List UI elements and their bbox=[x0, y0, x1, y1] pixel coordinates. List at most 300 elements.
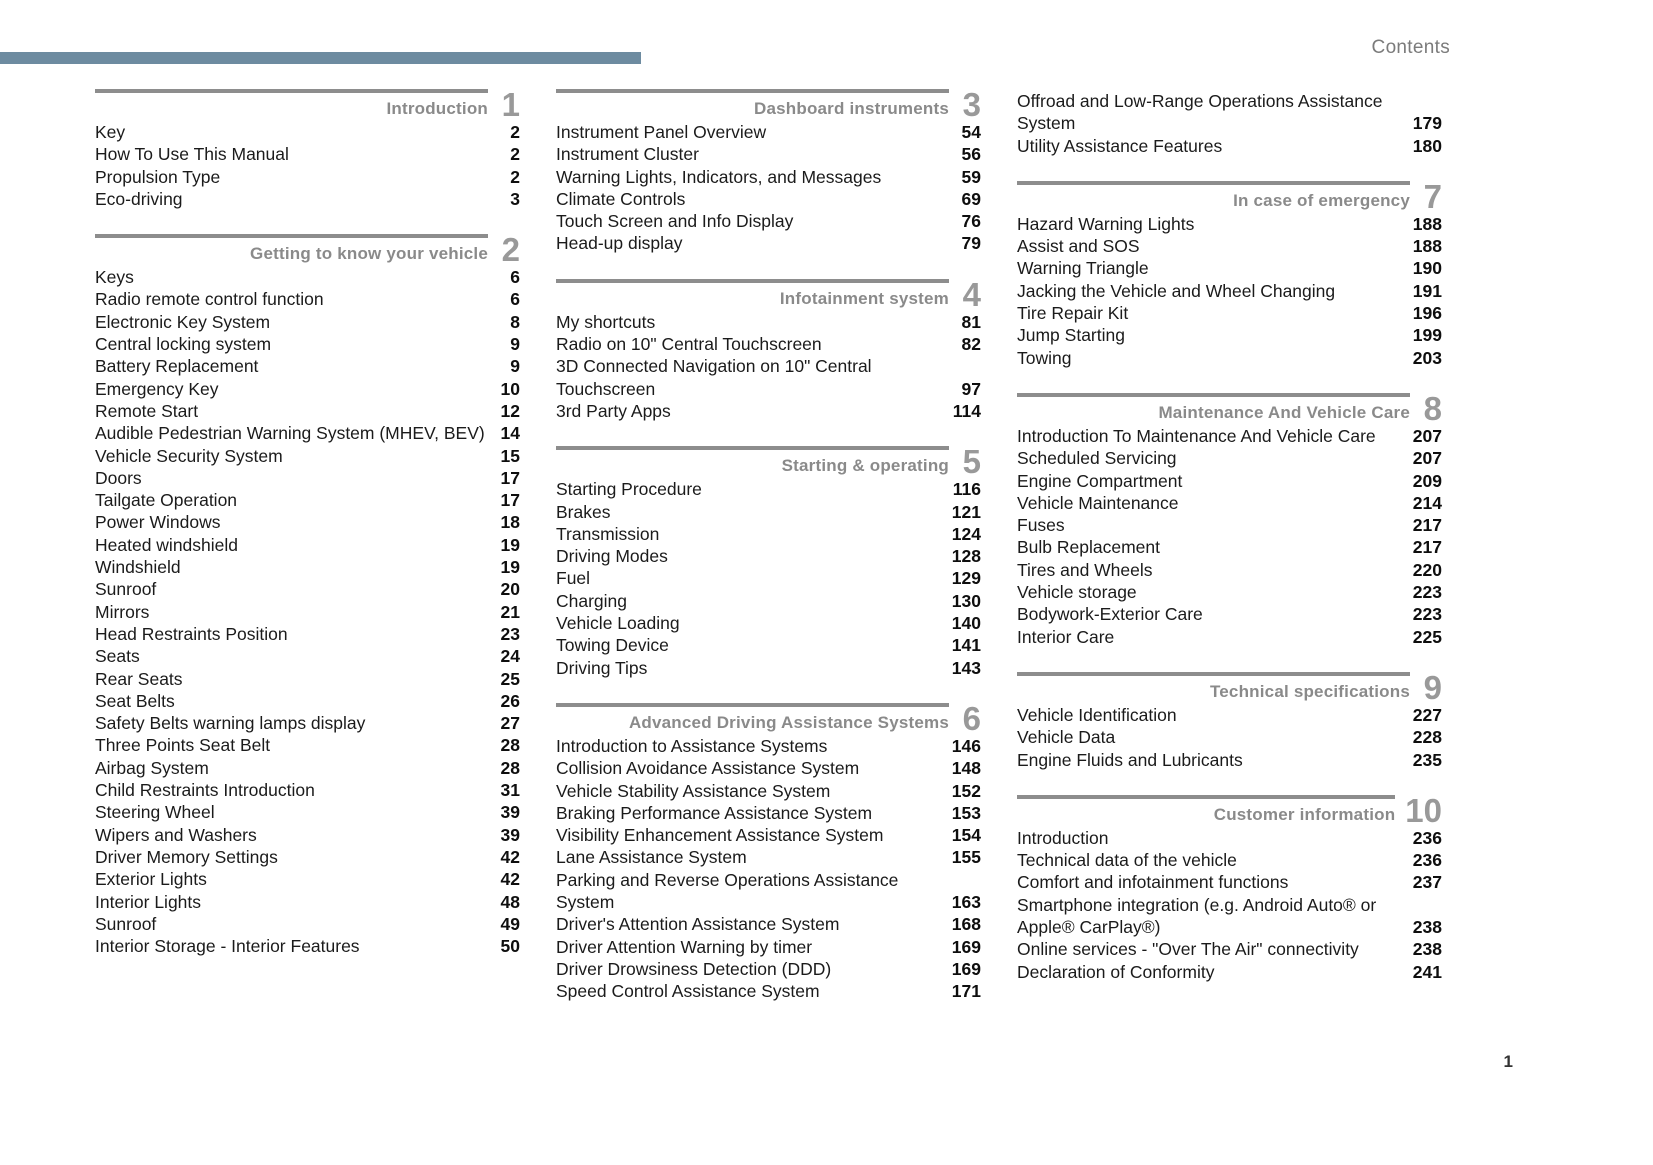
entry-page: 54 bbox=[961, 122, 981, 142]
entry-label: Offroad and Low-Range Operations Assistance System bbox=[1017, 91, 1383, 134]
entry-page: 23 bbox=[500, 623, 520, 644]
toc-entry[interactable] bbox=[95, 578, 520, 600]
toc-entry[interactable] bbox=[556, 657, 981, 679]
entry-page: 163 bbox=[951, 892, 981, 913]
entry-label: Heated windshield bbox=[95, 534, 239, 555]
entry-label: Vehicle Data bbox=[1017, 727, 1116, 748]
toc-entry[interactable] bbox=[556, 936, 981, 958]
entry-page: 19 bbox=[500, 557, 520, 578]
entry-page: 153 bbox=[951, 802, 981, 823]
section-header bbox=[1017, 177, 1442, 215]
entry-page: 180 bbox=[1412, 135, 1442, 156]
section-entries bbox=[1017, 827, 1442, 983]
toc-entry[interactable] bbox=[556, 757, 981, 779]
entry-page: 203 bbox=[1412, 347, 1442, 368]
entry-page: 236 bbox=[1412, 827, 1442, 848]
toc-entry[interactable] bbox=[95, 935, 520, 957]
section-title: Introduction bbox=[386, 99, 488, 118]
toc-entry[interactable] bbox=[556, 567, 981, 589]
section-header bbox=[95, 86, 520, 123]
toc-entry[interactable] bbox=[95, 378, 520, 400]
toc-entry[interactable] bbox=[1017, 749, 1442, 771]
toc-section bbox=[556, 275, 981, 422]
toc-entry[interactable] bbox=[1017, 849, 1442, 871]
toc-entry[interactable] bbox=[556, 612, 981, 634]
entry-page: 56 bbox=[961, 144, 981, 165]
entry-page: 59 bbox=[961, 166, 981, 187]
entry-page: 220 bbox=[1412, 559, 1442, 580]
entry-page: 15 bbox=[500, 445, 520, 466]
toc-entry[interactable] bbox=[95, 355, 520, 377]
toc-entry[interactable] bbox=[1017, 235, 1442, 257]
entry-label: Exterior Lights bbox=[95, 869, 207, 890]
entry-label: Online services - "Over The Air" connectivity bbox=[1017, 939, 1359, 960]
entry-page: 49 bbox=[500, 913, 520, 934]
entry-label: Utility Assistance Features bbox=[1017, 135, 1223, 156]
toc-entry[interactable] bbox=[1017, 324, 1442, 346]
toc-entry[interactable] bbox=[1017, 894, 1442, 939]
entry-page: 228 bbox=[1412, 727, 1442, 748]
entry-label: Tires and Wheels bbox=[1017, 559, 1153, 580]
entry-page: 223 bbox=[1412, 582, 1442, 603]
toc-entry[interactable] bbox=[1017, 581, 1442, 603]
entry-page: 97 bbox=[961, 378, 981, 399]
entry-page: 2 bbox=[510, 144, 520, 165]
entry-label: Head-up display bbox=[556, 233, 683, 254]
entry-label: Audible Pedestrian Warning System (MHEV, BEV) bbox=[95, 423, 485, 444]
section-title: Getting to know your vehicle bbox=[250, 244, 488, 264]
toc-entry[interactable] bbox=[556, 824, 981, 846]
entry-page: 190 bbox=[1412, 258, 1442, 279]
section-header bbox=[556, 86, 981, 123]
toc-entry[interactable] bbox=[556, 166, 981, 188]
section-entries bbox=[95, 266, 520, 957]
entry-label: Windshield bbox=[95, 557, 181, 578]
toc-entry[interactable] bbox=[1017, 559, 1442, 581]
toc-entry[interactable] bbox=[556, 188, 981, 210]
entry-page: 129 bbox=[951, 568, 981, 589]
toc-section-continuation bbox=[1017, 90, 1442, 157]
toc-entry[interactable] bbox=[1017, 827, 1442, 849]
entry-label: Driver's Attention Assistance System bbox=[556, 914, 840, 935]
entry-label: Jump Starting bbox=[1017, 325, 1125, 346]
entry-page: 21 bbox=[500, 601, 520, 622]
entry-label: Battery Replacement bbox=[95, 356, 259, 377]
toc-entry[interactable] bbox=[556, 634, 981, 656]
toc-entry[interactable] bbox=[95, 188, 520, 210]
entry-page: 81 bbox=[961, 311, 981, 332]
section-header bbox=[1017, 389, 1442, 427]
entry-page: 238 bbox=[1412, 917, 1442, 938]
entry-page: 2 bbox=[510, 166, 520, 187]
toc-entry[interactable] bbox=[95, 143, 520, 165]
entry-label: Starting Procedure bbox=[556, 479, 702, 500]
entry-page: 152 bbox=[951, 780, 981, 801]
section-entries bbox=[1017, 213, 1442, 369]
entry-page: 42 bbox=[500, 869, 520, 890]
entry-label: Brakes bbox=[556, 501, 611, 522]
section-number: 6 bbox=[962, 699, 981, 737]
entry-label: Smartphone integration (e.g. Android Auto® or Apple® CarPlay®) bbox=[1017, 894, 1377, 938]
toc-entry[interactable] bbox=[556, 958, 981, 980]
entry-label: Sunroof bbox=[95, 579, 157, 600]
section-header bbox=[1017, 791, 1442, 829]
toc-entry[interactable] bbox=[556, 311, 981, 333]
section-number: 3 bbox=[962, 86, 981, 123]
entry-page: 238 bbox=[1412, 939, 1442, 960]
toc-entry[interactable] bbox=[556, 355, 981, 400]
entry-label: Jacking the Vehicle and Wheel Changing bbox=[1017, 280, 1336, 301]
entry-page: 191 bbox=[1412, 280, 1442, 301]
entry-page: 10 bbox=[500, 378, 520, 399]
entry-page: 24 bbox=[500, 646, 520, 667]
entry-page: 209 bbox=[1412, 470, 1442, 491]
entry-page: 76 bbox=[961, 211, 981, 232]
entry-label: Seat Belts bbox=[95, 690, 175, 711]
toc-entry[interactable] bbox=[95, 333, 520, 355]
entry-label: Emergency Key bbox=[95, 378, 219, 399]
entry-label: My shortcuts bbox=[556, 311, 656, 332]
entry-page: 9 bbox=[510, 356, 520, 377]
entry-page: 28 bbox=[500, 735, 520, 756]
entry-label: Bodywork-Exterior Care bbox=[1017, 604, 1203, 625]
entry-label: Driver Drowsiness Detection (DDD) bbox=[556, 958, 832, 979]
entry-page: 116 bbox=[952, 479, 981, 500]
entry-page: 14 bbox=[500, 423, 520, 444]
toc-entry[interactable] bbox=[1017, 626, 1442, 648]
toc-entry[interactable] bbox=[1017, 492, 1442, 514]
toc-entry[interactable] bbox=[1017, 257, 1442, 279]
entry-label: Vehicle storage bbox=[1017, 582, 1137, 603]
entry-page: 223 bbox=[1412, 604, 1442, 625]
toc-entry[interactable] bbox=[95, 166, 520, 188]
section-header bbox=[1017, 668, 1442, 706]
entry-page: 25 bbox=[500, 668, 520, 689]
toc-entry[interactable] bbox=[556, 210, 981, 232]
entry-label: Power Windows bbox=[95, 512, 221, 533]
entry-label: Braking Performance Assistance System bbox=[556, 802, 873, 823]
toc-column bbox=[95, 86, 520, 957]
entry-label: Engine Fluids and Lubricants bbox=[1017, 749, 1243, 770]
section-title: In case of emergency bbox=[1233, 190, 1410, 210]
toc-entry[interactable] bbox=[95, 422, 520, 444]
toc-section bbox=[556, 86, 981, 255]
toc-entry[interactable] bbox=[556, 780, 981, 802]
toc-entry[interactable] bbox=[556, 980, 981, 1002]
entry-label: Bulb Replacement bbox=[1017, 537, 1160, 558]
section-entries bbox=[556, 478, 981, 679]
entry-label: Speed Control Assistance System bbox=[556, 981, 820, 1002]
entry-page: 82 bbox=[961, 334, 981, 355]
entry-label: Technical data of the vehicle bbox=[1017, 850, 1237, 871]
toc-entry[interactable] bbox=[1017, 514, 1442, 536]
toc-entry[interactable] bbox=[95, 467, 520, 489]
entry-label: Driving Tips bbox=[556, 657, 648, 678]
entry-label: Vehicle Stability Assistance System bbox=[556, 780, 831, 801]
entry-page: 227 bbox=[1412, 704, 1442, 725]
entry-label: Tire Repair Kit bbox=[1017, 303, 1129, 324]
entry-label: Parking and Reverse Operations Assistance System bbox=[556, 869, 899, 913]
toc-entry[interactable] bbox=[556, 802, 981, 824]
toc-entry[interactable] bbox=[95, 846, 520, 868]
toc-entry[interactable] bbox=[95, 891, 520, 913]
section-header bbox=[556, 443, 981, 481]
toc-entry[interactable] bbox=[556, 232, 981, 254]
section-rule bbox=[556, 446, 949, 450]
entry-page: 50 bbox=[500, 936, 520, 957]
toc-entry[interactable] bbox=[95, 801, 520, 823]
section-number: 5 bbox=[962, 443, 981, 481]
contents-label: Contents bbox=[1371, 37, 1450, 58]
toc-entry[interactable] bbox=[95, 757, 520, 779]
entry-page: 146 bbox=[951, 735, 981, 756]
toc-entry[interactable] bbox=[95, 534, 520, 556]
toc-entry[interactable] bbox=[95, 868, 520, 890]
toc-entry[interactable] bbox=[556, 333, 981, 355]
entry-page: 141 bbox=[951, 635, 981, 656]
toc-entry[interactable] bbox=[95, 645, 520, 667]
toc-entry[interactable] bbox=[1017, 425, 1442, 447]
entry-label: Assist and SOS bbox=[1017, 236, 1140, 257]
toc-entry[interactable] bbox=[1017, 536, 1442, 558]
toc-entry[interactable] bbox=[556, 523, 981, 545]
entry-page: 154 bbox=[951, 825, 981, 846]
entry-label: Transmission bbox=[556, 523, 660, 544]
section-entries bbox=[556, 121, 981, 255]
toc-section bbox=[1017, 177, 1442, 369]
entry-label: Towing Device bbox=[556, 635, 669, 656]
entry-label: Mirrors bbox=[95, 601, 150, 622]
section-entries bbox=[1017, 90, 1442, 157]
toc-entry[interactable] bbox=[1017, 213, 1442, 235]
entry-page: 130 bbox=[951, 590, 981, 611]
toc-entry[interactable] bbox=[95, 690, 520, 712]
toc-entry[interactable] bbox=[95, 779, 520, 801]
section-rule bbox=[556, 89, 949, 93]
entry-page: 241 bbox=[1412, 961, 1442, 982]
toc-entry[interactable] bbox=[556, 478, 981, 500]
entry-label: Warning Triangle bbox=[1017, 258, 1149, 279]
toc-entry[interactable] bbox=[556, 590, 981, 612]
entry-label: 3D Connected Navigation on 10" Central Touchscreen bbox=[556, 356, 872, 399]
toc-entry[interactable] bbox=[95, 734, 520, 756]
entry-page: 17 bbox=[500, 467, 520, 488]
section-number: 1 bbox=[501, 86, 520, 123]
toc-entry[interactable] bbox=[1017, 938, 1442, 960]
entry-page: 3 bbox=[510, 188, 520, 209]
entry-page: 143 bbox=[951, 657, 981, 678]
entry-label: Seats bbox=[95, 646, 140, 667]
entry-label: Engine Compartment bbox=[1017, 470, 1183, 491]
toc-entry[interactable] bbox=[95, 556, 520, 578]
toc-entry[interactable] bbox=[556, 846, 981, 868]
entry-label: Climate Controls bbox=[556, 188, 686, 209]
toc-entry[interactable] bbox=[1017, 871, 1442, 893]
entry-page: 48 bbox=[500, 891, 520, 912]
entry-page: 217 bbox=[1412, 515, 1442, 536]
entry-page: 8 bbox=[510, 311, 520, 332]
section-entries bbox=[95, 121, 520, 210]
toc-section bbox=[556, 443, 981, 679]
section-rule bbox=[1017, 795, 1395, 799]
section-entries bbox=[1017, 425, 1442, 648]
entry-label: Vehicle Loading bbox=[556, 613, 680, 634]
page-number: 1 bbox=[1503, 1052, 1513, 1071]
toc-entry[interactable] bbox=[95, 668, 520, 690]
section-header bbox=[556, 699, 981, 737]
section-header bbox=[95, 231, 520, 269]
toc-entry[interactable] bbox=[1017, 447, 1442, 469]
toc-entry[interactable] bbox=[95, 601, 520, 623]
entry-page: 124 bbox=[951, 523, 981, 544]
entry-page: 169 bbox=[951, 936, 981, 957]
toc-entry[interactable] bbox=[556, 869, 981, 914]
entry-label: Vehicle Maintenance bbox=[1017, 492, 1179, 513]
toc-entry[interactable] bbox=[1017, 90, 1442, 135]
section-number: 7 bbox=[1423, 177, 1442, 215]
section-title: Starting & operating bbox=[781, 456, 949, 476]
entry-label: Tailgate Operation bbox=[95, 490, 238, 511]
entry-page: 2 bbox=[510, 122, 520, 142]
entry-label: Declaration of Conformity bbox=[1017, 961, 1215, 982]
toc-entry[interactable] bbox=[95, 288, 520, 310]
section-number: 10 bbox=[1405, 791, 1442, 829]
toc-section bbox=[95, 86, 520, 210]
entry-page: 31 bbox=[500, 780, 520, 801]
entry-page: 188 bbox=[1412, 236, 1442, 257]
toc-entry[interactable] bbox=[95, 712, 520, 734]
entry-label: Collision Avoidance Assistance System bbox=[556, 758, 860, 779]
section-entries bbox=[1017, 704, 1442, 771]
entry-label: Driver Memory Settings bbox=[95, 846, 278, 867]
entry-label: Central locking system bbox=[95, 334, 272, 355]
entry-page: 27 bbox=[500, 713, 520, 734]
toc-entry[interactable] bbox=[95, 623, 520, 645]
entry-label: Hazard Warning Lights bbox=[1017, 213, 1195, 234]
toc-section bbox=[95, 231, 520, 957]
toc-entry[interactable] bbox=[1017, 347, 1442, 369]
entry-page: 207 bbox=[1412, 448, 1442, 469]
entry-label: Child Restraints Introduction bbox=[95, 780, 315, 801]
entry-page: 179 bbox=[1412, 113, 1442, 134]
entry-page: 79 bbox=[961, 233, 981, 254]
toc-columns bbox=[95, 86, 1442, 1003]
entry-label: Interior Care bbox=[1017, 626, 1115, 647]
toc-entry[interactable] bbox=[95, 489, 520, 511]
entry-label: Instrument Cluster bbox=[556, 144, 699, 165]
entry-label: Towing bbox=[1017, 347, 1072, 368]
toc-entry[interactable] bbox=[1017, 704, 1442, 726]
section-rule bbox=[1017, 181, 1410, 185]
toc-entry[interactable] bbox=[1017, 280, 1442, 302]
entry-page: 128 bbox=[951, 546, 981, 567]
entry-page: 19 bbox=[500, 534, 520, 555]
toc-entry[interactable] bbox=[95, 121, 520, 143]
toc-entry[interactable] bbox=[95, 913, 520, 935]
toc-entry[interactable] bbox=[1017, 470, 1442, 492]
entry-label: Interior Lights bbox=[95, 891, 202, 912]
toc-column bbox=[1017, 89, 1442, 983]
toc-section bbox=[556, 699, 981, 1003]
entry-label: Sunroof bbox=[95, 913, 157, 934]
toc-entry[interactable] bbox=[95, 445, 520, 467]
entry-label: Vehicle Identification bbox=[1017, 704, 1177, 725]
section-rule bbox=[1017, 393, 1410, 397]
entry-label: Introduction to Assistance Systems bbox=[556, 735, 828, 756]
section-number: 4 bbox=[962, 275, 981, 313]
toc-entry[interactable] bbox=[556, 121, 981, 143]
entry-page: 214 bbox=[1412, 492, 1442, 513]
entry-page: 155 bbox=[951, 847, 981, 868]
section-entries bbox=[556, 311, 981, 422]
toc-entry[interactable] bbox=[95, 511, 520, 533]
section-number: 8 bbox=[1423, 389, 1442, 427]
entry-page: 207 bbox=[1412, 425, 1442, 446]
entry-page: 39 bbox=[500, 802, 520, 823]
entry-label: Vehicle Security System bbox=[95, 445, 283, 466]
entry-label: Scheduled Servicing bbox=[1017, 448, 1177, 469]
section-number: 2 bbox=[501, 231, 520, 269]
toc-entry[interactable] bbox=[556, 735, 981, 757]
section-title: Advanced Driving Assistance Systems bbox=[628, 712, 949, 732]
entry-page: 237 bbox=[1412, 872, 1442, 893]
entry-label: Head Restraints Position bbox=[95, 623, 288, 644]
entry-page: 69 bbox=[961, 188, 981, 209]
entry-label: Eco-driving bbox=[95, 188, 183, 209]
toc-entry[interactable] bbox=[1017, 961, 1442, 983]
entry-page: 140 bbox=[951, 613, 981, 634]
entry-page: 6 bbox=[510, 289, 520, 310]
entry-label: How To Use This Manual bbox=[95, 144, 289, 165]
toc-entry[interactable] bbox=[1017, 302, 1442, 324]
toc-entry[interactable] bbox=[556, 501, 981, 523]
toc-entry[interactable] bbox=[95, 266, 520, 288]
entry-label: Wipers and Washers bbox=[95, 824, 257, 845]
section-entries bbox=[556, 735, 981, 1003]
entry-label: Radio remote control function bbox=[95, 289, 324, 310]
entry-page: 168 bbox=[951, 914, 981, 935]
entry-label: Electronic Key System bbox=[95, 311, 271, 332]
entry-label: Safety Belts warning lamps display bbox=[95, 713, 366, 734]
toc-section bbox=[1017, 389, 1442, 648]
toc-entry[interactable] bbox=[556, 913, 981, 935]
entry-label: Key bbox=[95, 122, 126, 142]
toc-entry[interactable] bbox=[556, 545, 981, 567]
toc-entry[interactable] bbox=[556, 400, 981, 422]
toc-entry[interactable] bbox=[1017, 135, 1442, 157]
entry-label: Driving Modes bbox=[556, 546, 668, 567]
entry-label: Introduction To Maintenance And Vehicle Care bbox=[1017, 425, 1376, 446]
entry-page: 148 bbox=[951, 758, 981, 779]
toc-section bbox=[1017, 791, 1442, 983]
section-title: Infotainment system bbox=[779, 288, 949, 308]
entry-label: Lane Assistance System bbox=[556, 847, 747, 868]
entry-label: Introduction bbox=[1017, 827, 1109, 848]
entry-page: 12 bbox=[500, 400, 520, 421]
section-rule bbox=[556, 703, 949, 707]
toc-entry[interactable] bbox=[95, 824, 520, 846]
toc-entry[interactable] bbox=[95, 311, 520, 333]
entry-page: 217 bbox=[1412, 537, 1442, 558]
entry-page: 114 bbox=[952, 400, 981, 421]
entry-page: 9 bbox=[510, 334, 520, 355]
toc-entry[interactable] bbox=[95, 400, 520, 422]
entry-label: Comfort and infotainment functions bbox=[1017, 872, 1289, 893]
toc-entry[interactable] bbox=[556, 143, 981, 165]
entry-page: 199 bbox=[1412, 325, 1442, 346]
toc-entry[interactable] bbox=[1017, 603, 1442, 625]
toc-entry[interactable] bbox=[1017, 726, 1442, 748]
